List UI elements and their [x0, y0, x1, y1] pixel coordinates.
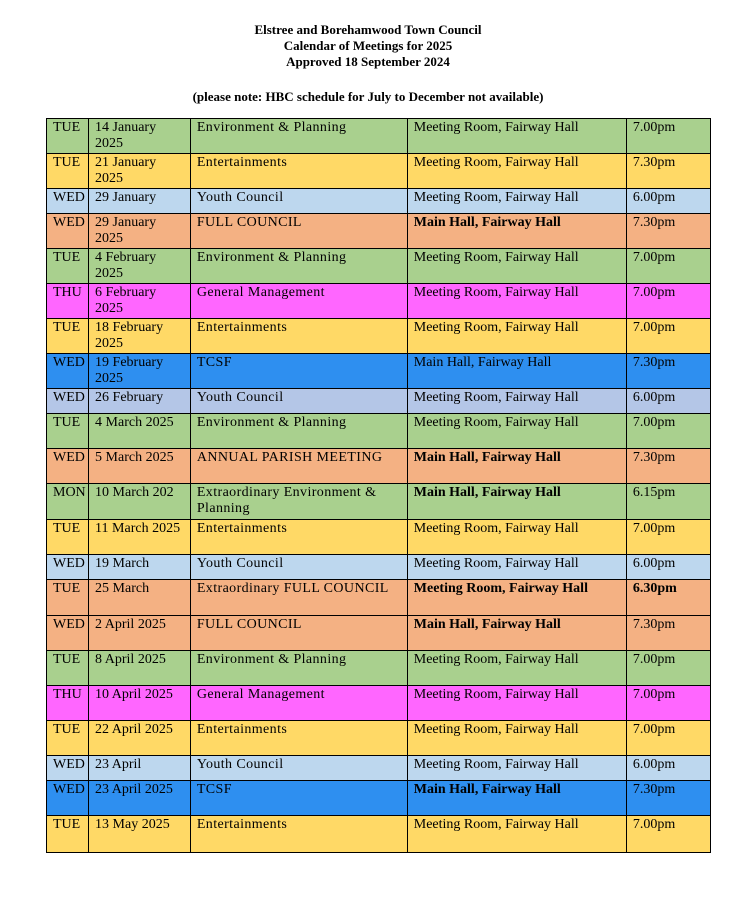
meeting-day: WED [47, 214, 89, 249]
meeting-row [47, 816, 711, 853]
meeting-venue: Main Hall, Fairway Hall [407, 484, 626, 520]
meeting-day: WED [47, 756, 89, 781]
meeting-name: Entertainments [190, 721, 407, 756]
meeting-day: TUE [47, 154, 89, 189]
meeting-name: ANNUAL PARISH MEETING [190, 449, 407, 484]
meeting-row [47, 249, 711, 284]
meeting-time: 7.30pm [626, 781, 710, 816]
meeting-time: 7.00pm [626, 651, 710, 686]
meeting-day: MON [47, 484, 89, 520]
meeting-date: 29 January [89, 189, 191, 214]
meeting-day: TUE [47, 721, 89, 756]
meeting-name: Youth Council [190, 189, 407, 214]
meeting-row [47, 756, 711, 781]
meeting-name: Youth Council [190, 389, 407, 414]
meeting-name: General Management [190, 686, 407, 721]
meeting-venue: Meeting Room, Fairway Hall [407, 651, 626, 686]
meeting-date: 22 April 2025 [89, 721, 191, 756]
meeting-row [47, 284, 711, 319]
meeting-day: WED [47, 555, 89, 580]
meetings-table-body [47, 119, 711, 853]
meeting-time: 7.30pm [626, 449, 710, 484]
meeting-venue: Main Hall, Fairway Hall [407, 214, 626, 249]
meeting-date: 29 January 2025 [89, 214, 191, 249]
meeting-time: 7.30pm [626, 154, 710, 189]
meeting-row [47, 555, 711, 580]
meeting-date: 19 March [89, 555, 191, 580]
meeting-time: 7.00pm [626, 284, 710, 319]
meeting-venue: Meeting Room, Fairway Hall [407, 816, 626, 853]
meeting-date: 21 January 2025 [89, 154, 191, 189]
meeting-row [47, 414, 711, 449]
meeting-name: FULL COUNCIL [190, 616, 407, 651]
meeting-day: TUE [47, 651, 89, 686]
meeting-day: THU [47, 686, 89, 721]
meeting-row [47, 154, 711, 189]
council-name: Elstree and Borehamwood Town Council [254, 22, 482, 37]
meeting-row [47, 484, 711, 520]
meeting-date: 25 March [89, 580, 191, 616]
meeting-row [47, 651, 711, 686]
meeting-venue: Meeting Room, Fairway Hall [407, 249, 626, 284]
calendar-title: Calendar of Meetings for 2025 [283, 38, 453, 53]
meeting-day: TUE [47, 816, 89, 853]
meeting-venue: Meeting Room, Fairway Hall [407, 389, 626, 414]
meeting-date: 13 May 2025 [89, 816, 191, 853]
meeting-venue: Main Hall, Fairway Hall [407, 781, 626, 816]
meeting-name: FULL COUNCIL [190, 214, 407, 249]
meeting-time: 7.00pm [626, 686, 710, 721]
meeting-day: WED [47, 354, 89, 389]
meeting-name: Entertainments [190, 319, 407, 354]
meeting-date: 6 February 2025 [89, 284, 191, 319]
meeting-time: 7.00pm [626, 816, 710, 853]
meeting-row [47, 214, 711, 249]
meeting-name: Extraordinary Environment & Planning [190, 484, 407, 520]
meeting-name: Environment & Planning [190, 249, 407, 284]
meeting-date: 4 March 2025 [89, 414, 191, 449]
meeting-time: 6.30pm [626, 580, 710, 616]
meeting-date: 14 January 2025 [89, 119, 191, 154]
meeting-venue: Meeting Room, Fairway Hall [407, 520, 626, 555]
meeting-name: Environment & Planning [190, 119, 407, 154]
meeting-time: 7.00pm [626, 520, 710, 555]
meeting-time: 7.30pm [626, 616, 710, 651]
meeting-venue: Meeting Room, Fairway Hall [407, 756, 626, 781]
meeting-day: WED [47, 781, 89, 816]
meeting-day: TUE [47, 119, 89, 154]
meeting-venue: Meeting Room, Fairway Hall [407, 686, 626, 721]
meeting-time: 6.00pm [626, 389, 710, 414]
meeting-row [47, 686, 711, 721]
meeting-time: 7.00pm [626, 721, 710, 756]
meeting-time: 6.00pm [626, 555, 710, 580]
meetings-table [46, 118, 711, 853]
meeting-row [47, 189, 711, 214]
meeting-venue: Main Hall, Fairway Hall [407, 616, 626, 651]
meeting-venue: Main Hall, Fairway Hall [407, 354, 626, 389]
meeting-date: 23 April 2025 [89, 781, 191, 816]
meeting-time: 6.00pm [626, 756, 710, 781]
meeting-day: WED [47, 389, 89, 414]
meeting-row [47, 319, 711, 354]
meeting-time: 6.15pm [626, 484, 710, 520]
meeting-name: Entertainments [190, 520, 407, 555]
approval-date: Approved 18 September 2024 [286, 54, 450, 69]
meeting-venue: Meeting Room, Fairway Hall [407, 119, 626, 154]
meeting-time: 7.30pm [626, 214, 710, 249]
meeting-name: Environment & Planning [190, 651, 407, 686]
meeting-date: 5 March 2025 [89, 449, 191, 484]
meeting-date: 23 April [89, 756, 191, 781]
meeting-venue: Meeting Room, Fairway Hall [407, 319, 626, 354]
meeting-date: 18 February 2025 [89, 319, 191, 354]
meeting-venue: Meeting Room, Fairway Hall [407, 721, 626, 756]
meeting-time: 6.00pm [626, 189, 710, 214]
meeting-name: Environment & Planning [190, 414, 407, 449]
meeting-name: Youth Council [190, 756, 407, 781]
meeting-time: 7.00pm [626, 119, 710, 154]
meeting-row [47, 616, 711, 651]
meeting-venue: Meeting Room, Fairway Hall [407, 414, 626, 449]
meeting-row [47, 389, 711, 414]
meeting-day: TUE [47, 414, 89, 449]
meeting-name: Entertainments [190, 154, 407, 189]
meeting-date: 8 April 2025 [89, 651, 191, 686]
meeting-venue: Main Hall, Fairway Hall [407, 449, 626, 484]
meeting-row [47, 354, 711, 389]
meeting-row [47, 781, 711, 816]
meeting-day: WED [47, 449, 89, 484]
meeting-venue: Meeting Room, Fairway Hall [407, 580, 626, 616]
document-header [0, 22, 736, 70]
meeting-date: 2 April 2025 [89, 616, 191, 651]
meeting-name: Extraordinary FULL COUNCIL [190, 580, 407, 616]
meeting-day: TUE [47, 319, 89, 354]
meeting-date: 10 April 2025 [89, 686, 191, 721]
meeting-day: TUE [47, 580, 89, 616]
meeting-row [47, 449, 711, 484]
meeting-day: WED [47, 189, 89, 214]
meeting-day: TUE [47, 520, 89, 555]
meeting-venue: Meeting Room, Fairway Hall [407, 189, 626, 214]
meeting-venue: Meeting Room, Fairway Hall [407, 284, 626, 319]
meeting-time: 7.00pm [626, 319, 710, 354]
meeting-name: Youth Council [190, 555, 407, 580]
meeting-day: WED [47, 616, 89, 651]
meeting-date: 10 March 202 [89, 484, 191, 520]
meeting-date: 11 March 2025 [89, 520, 191, 555]
meeting-row [47, 721, 711, 756]
meeting-name: Entertainments [190, 816, 407, 853]
meeting-day: THU [47, 284, 89, 319]
meeting-row [47, 119, 711, 154]
meeting-day: TUE [47, 249, 89, 284]
meeting-date: 19 February 2025 [89, 354, 191, 389]
meeting-venue: Meeting Room, Fairway Hall [407, 154, 626, 189]
meeting-time: 7.00pm [626, 414, 710, 449]
meeting-row [47, 580, 711, 616]
meeting-name: TCSF [190, 781, 407, 816]
meeting-row [47, 520, 711, 555]
meeting-venue: Meeting Room, Fairway Hall [407, 555, 626, 580]
meeting-date: 4 February 2025 [89, 249, 191, 284]
meeting-date: 26 February [89, 389, 191, 414]
meeting-name: General Management [190, 284, 407, 319]
meeting-time: 7.00pm [626, 249, 710, 284]
meeting-name: TCSF [190, 354, 407, 389]
schedule-note: (please note: HBC schedule for July to December not available) [192, 89, 544, 104]
meeting-time: 7.30pm [626, 354, 710, 389]
